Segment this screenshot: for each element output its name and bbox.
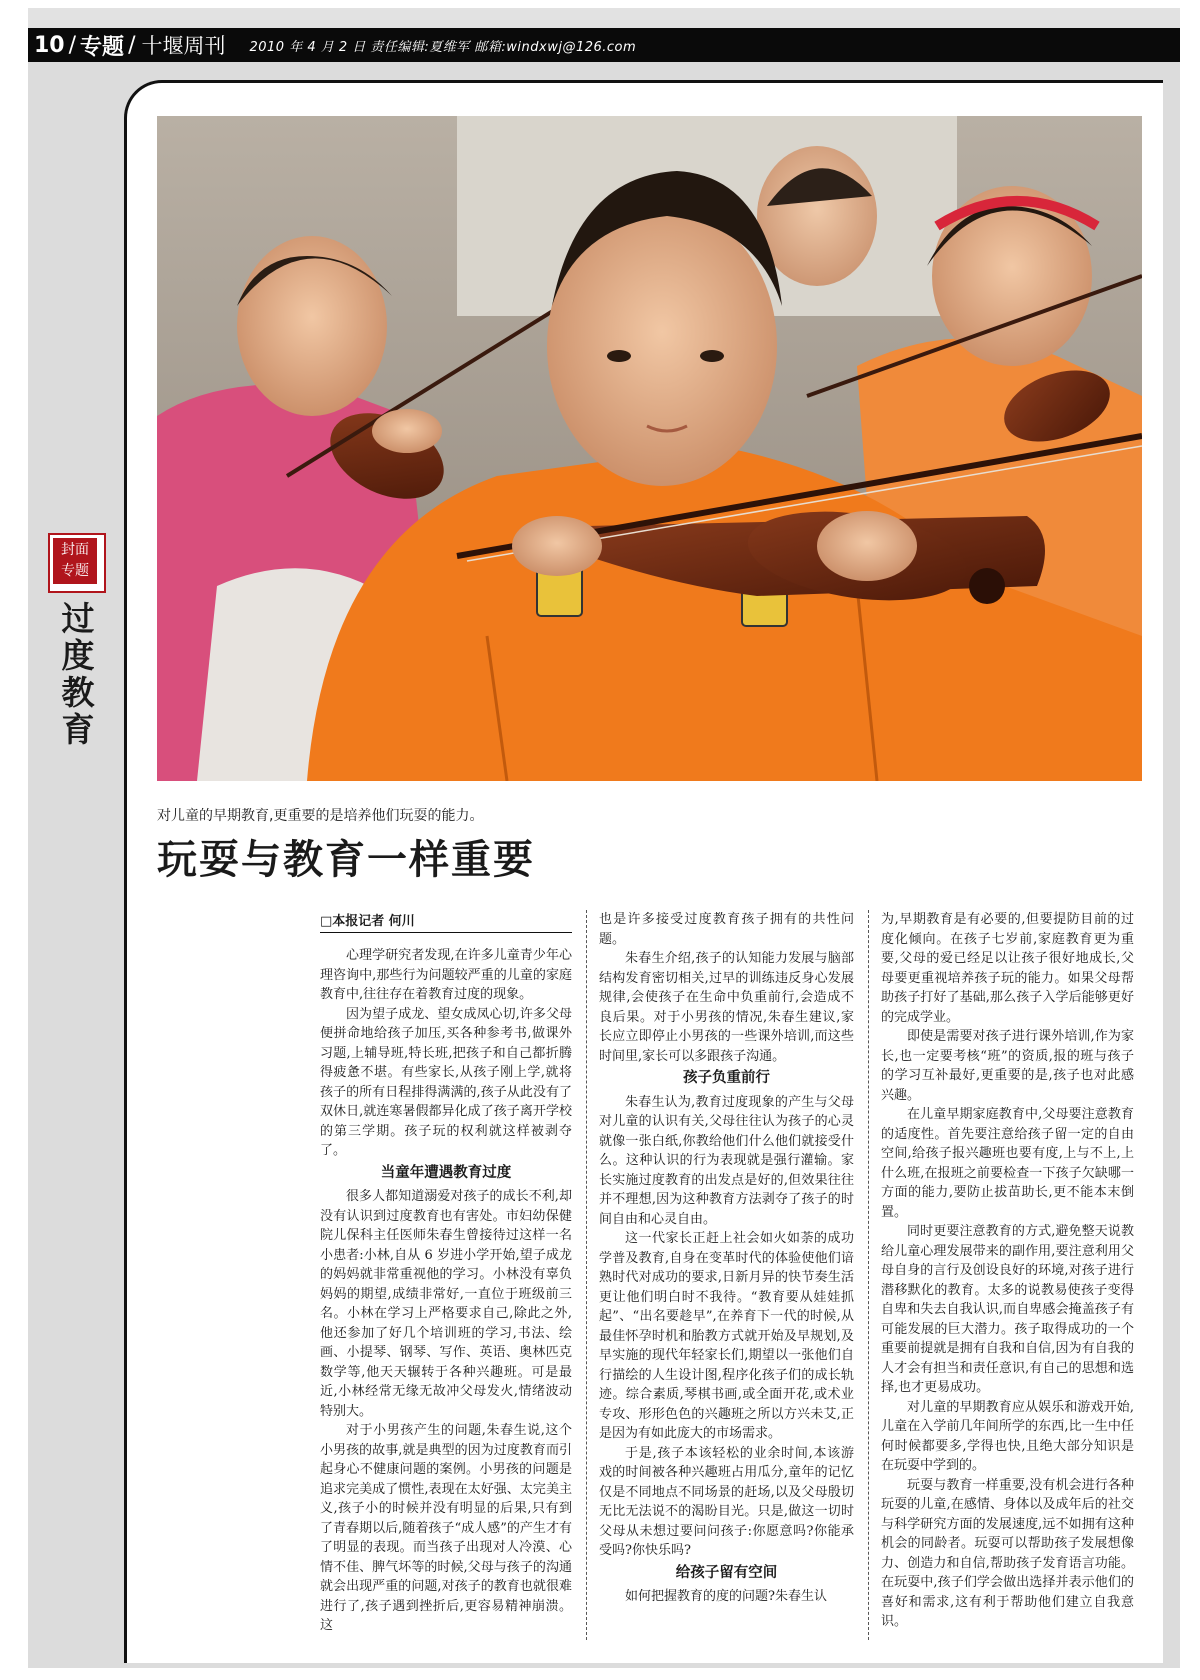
top-band bbox=[28, 8, 1180, 28]
paragraph: 对儿童的早期教育应从娱乐和游戏开始,儿童在入学前几年间所学的东西,比一生中任何时候都要多,学得也快,且绝大部分知识是在玩耍中学到的。 bbox=[881, 1399, 1134, 1473]
subheading: 给孩子留有空间 bbox=[675, 1564, 778, 1581]
article-column-3 bbox=[881, 910, 1134, 1632]
paragraph: 为,早期教育是有必要的,但要提防目前的过度化倾向。在孩子七岁前,家庭教育更为重要,父母的爱已经足以让孩子很好地成长,父母要更重视培养孩子玩的能力。如果父母帮助孩子打好了基础,那么孩子入学后能够更好的完成学业。 bbox=[881, 912, 1134, 1025]
paper-name: 十堰周刊 bbox=[141, 34, 226, 58]
column-divider bbox=[586, 910, 587, 1640]
paragraph: 因为望子成龙、望女成凤心切,许多父母便拼命地给孩子加压,买各种参考书,做课外习题,上辅导班,特长班,把孩子和自己都折腾得疲惫不堪。有些家长,从孩子刚上学,就将孩子的所有日程排得满满的,孩子从此没有了双休日,就连寒暑假都异化成了孩子离开学校的第三学期。孩子玩的权利就这样被剥夺了。 bbox=[320, 1006, 572, 1158]
header-info: 2010 年 4 月 2 日 责任编辑:夏维军 邮箱:windxwj@126.com bbox=[249, 39, 637, 55]
header-slash: / bbox=[128, 32, 136, 58]
page-number: 10 bbox=[34, 32, 65, 58]
paragraph: 对于小男孩产生的问题,朱春生说,这个小男孩的故事,就是典型的因为过度教育而引起身心不健康问题的案例。小男孩的问题是追求完美成了惯性,表现在太好强、太完美主义,孩子小的时候并没有明显的后果,只有到了青春期以后,随着孩子“成人感”的产生才有了明显的表现。而当孩子出现对人冷漠、心情不佳、脾气坏等的时候,父母与孩子的沟通就会出现严重的问题,对孩子的教育也就很难进行了,孩子遇到挫折后,更容易精神崩溃。这 bbox=[320, 1423, 572, 1633]
photo-caption: 对儿童的早期教育,更重要的是培养他们玩耍的能力。 bbox=[157, 808, 484, 824]
paragraph: 如何把握教育的度的问题?朱春生认 bbox=[625, 1589, 827, 1604]
paragraph: 这一代家长正赶上社会如火如荼的成功学普及教育,自身在变革时代的体验使他们谙熟时代对成功的要求,日新月异的快节奏生活更让他们明白时不我待。“教育要从娃娃抓起”、“出名要趁早”,在养育下一代的时候,从最佳怀孕时机和胎教方式就开始及早规划,及早实施的现代年轻家长们,期望以一张他们自行描绘的人生设计图,程序化孩子们的成长轨迹。综合素质,琴棋书画,或全面开花,或术业专攻、形形色色的兴趣班之所以方兴未艾,正是因为有如此庞大的市场需求。 bbox=[599, 1231, 854, 1441]
page-header bbox=[28, 28, 1180, 62]
paragraph: 在儿童早期家庭教育中,父母要注意教育的适度性。首先要注意给孩子留一定的自由空间,给孩子报兴趣班也要有度,上与不上,上什么班,在报班之前要检查一下孩子欠缺哪一方面的能力,要防止拔苗助长,更不能本末倒置。 bbox=[881, 1107, 1134, 1220]
header-slash: / bbox=[68, 32, 77, 58]
cover-photo bbox=[157, 116, 1142, 781]
paragraph: 玩耍与教育一样重要,没有机会进行各种玩耍的儿童,在感情、身体以及成年后的社交与科学研究方面的发展速度,远不如拥有这种机会的同龄者。玩耍可以帮助孩子发展想像力、创造力和自信,帮助孩子发育语言功能。在玩耍中,孩子们学会做出选择并表示他们的喜好和需求,这有利于帮助他们建立自我意识。 bbox=[881, 1477, 1134, 1629]
photo-illustration bbox=[157, 116, 1142, 781]
badge-line-2: 专题 bbox=[61, 563, 89, 579]
paragraph: 也是许多接受过度教育孩子拥有的共性问题。 bbox=[599, 912, 854, 947]
byline: □本报记者 何川 bbox=[320, 910, 572, 933]
paragraph: 很多人都知道溺爱对孩子的成长不利,却没有认识到过度教育也有害处。市妇幼保健院儿保科主任医师朱春生曾接待过这样一名小患者:小林,自从 6 岁进小学开始,望子成龙的妈妈就非常重视他的学习。小林没有辜负妈妈的期望,成绩非常好,一直位于班级前三名。小林在学习上严格要求自己,除此之外,他还参加了好几个培训班的学习,书法、绘画、小提琴、钢琴、写作、英语、奥林匹克数学等,他天天辗转于各种兴趣班。可是最近,小林经常无缘无故冲父母发火,情绪波动特别大。 bbox=[320, 1189, 572, 1419]
article-column-1 bbox=[320, 910, 572, 1636]
paragraph: 朱春生认为,教育过度现象的产生与父母对儿童的认识有关,父母往往认为孩子的心灵就像一张白纸,你教给他们什么他们就接受什么。这种认识的行为表现就是强行灌输。家长实施过度教育的出发点是好的,但效果往往并不理想,因为这种教育方法剥夺了孩子的时间自由和心灵自由。 bbox=[599, 1094, 854, 1227]
paragraph: 心理学研究者发现,在许多儿童青少年心理咨询中,那些行为问题较严重的儿童的家庭教育中,往往存在着教育过度的现象。 bbox=[320, 948, 572, 1002]
article-headline: 玩耍与教育一样重要 bbox=[157, 836, 535, 883]
paragraph: 同时更要注意教育的方式,避免整天说教给儿童心理发展带来的副作用,要注意利用父母自身的言行及创设良好的环境,对孩子进行潜移默化的教育。太多的说教易使孩子变得自卑和失去自我认识,而自卑感会掩盖孩子有可能发展的巨大潜力。孩子取得成功的一个重要前提就是拥有自我和自信,因为有自我的人才会有担当和责任意识,有自己的思想和选择,也才更易成功。 bbox=[881, 1224, 1134, 1395]
badge-label bbox=[53, 538, 97, 584]
column-divider bbox=[868, 910, 869, 1640]
subheading: 当童年遭遇教育过度 bbox=[380, 1164, 512, 1181]
paragraph: 即使是需要对孩子进行课外培训,作为家长,也一定要考核“班”的资质,报的班与孩子的学习互补最好,更重要的是,孩子也对此感兴趣。 bbox=[881, 1029, 1134, 1103]
side-topic-title: 过度教育 bbox=[61, 599, 95, 749]
paragraph: 于是,孩子本该轻松的业余时间,本该游戏的时间被各种兴趣班占用瓜分,童年的记忆仅是不同地点不同场景的赶场,以及父母殷切无比无法说不的渴盼目光。只是,做这一切时父母从未想过要问问孩子:你愿意吗?你能承受吗?你快乐吗? bbox=[599, 1445, 854, 1558]
section-name: 专题 bbox=[80, 34, 125, 60]
paragraph: 朱春生介绍,孩子的认知能力发展与脑部结构发育密切相关,过早的训练违反身心发展规律,会使孩子在生命中负重前行,会造成不良后果。对于小男孩的情况,朱春生建议,家长应立即停止小男孩的一些课外培训,而这些时间里,家长可以多跟孩子沟通。 bbox=[599, 951, 854, 1064]
badge-line-1: 封面 bbox=[61, 542, 89, 558]
article-column-2 bbox=[599, 910, 854, 1607]
subheading: 孩子负重前行 bbox=[683, 1070, 770, 1086]
cover-feature-badge bbox=[48, 533, 106, 593]
